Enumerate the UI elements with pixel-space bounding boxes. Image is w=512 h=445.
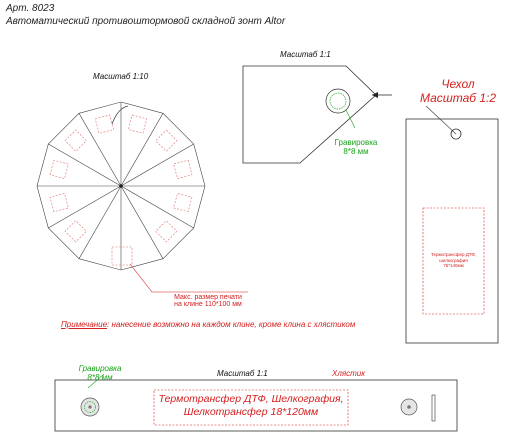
- umbrella-rib: [121, 186, 163, 259]
- article-number: Арт. 8023: [6, 3, 55, 14]
- umbrella-scale-label: Масштаб 1:10: [93, 72, 149, 81]
- cover-title-line1: Чехол: [441, 77, 475, 91]
- print-leader-line: [130, 264, 248, 292]
- engraving-circle-outer: [326, 89, 350, 113]
- print-note-line1: Макс. размер печати: [174, 294, 242, 301]
- strap-button-dot: [88, 405, 91, 408]
- umbrella-top-view: [37, 102, 248, 292]
- product-title: Автоматический противоштормовой складной зонт Altor: [6, 16, 286, 27]
- strap-snap-dot: [407, 405, 411, 409]
- note-text: : нанесение возможно на каждом клине, кроме клина с хлястиком: [107, 320, 356, 329]
- umbrella-rib: [48, 186, 121, 228]
- panel-print-area: [50, 193, 68, 211]
- cover-print-line1: Термотрансфер ДТФ,: [430, 252, 477, 257]
- strap-engraving-label: [71, 364, 129, 382]
- print-note-line2: на клине 110*100 мм: [174, 301, 242, 308]
- panel-print-area: [65, 130, 86, 151]
- umbrella-center: [119, 184, 123, 188]
- engraving-circle-inner: [330, 93, 346, 109]
- panel-print-area: [50, 160, 68, 178]
- note-label: Примечание: [61, 320, 108, 329]
- engraving-leader-line: [346, 110, 355, 128]
- strap-print-line1: Термотрансфер ДТФ, Шелкография,: [158, 393, 344, 405]
- panel-print-area: [65, 221, 86, 242]
- panel-print-area: [156, 130, 177, 151]
- umbrella-tip-hook: [112, 106, 128, 124]
- tip-engraving-label: [328, 138, 384, 156]
- strap-scale-label: Масштаб 1:1: [217, 369, 268, 378]
- cover-print-line3: 75*140мм: [443, 263, 464, 268]
- cover-title: [404, 77, 512, 105]
- tip-scale-label: Масштаб 1:1: [280, 50, 331, 59]
- cover-title-line2: Масштаб 1:2: [419, 91, 497, 105]
- cover-leader-line: [426, 106, 456, 134]
- cover-print-line2: шелкография: [439, 257, 468, 263]
- umbrella-rib: [121, 144, 194, 186]
- umbrella-rib: [121, 113, 163, 186]
- panel-print-area: [128, 115, 146, 133]
- cover-view: [406, 106, 498, 343]
- cover-print-label: [423, 252, 484, 269]
- strap-engraving-line2: 8*8 мм: [87, 373, 113, 382]
- strap-print-label: [154, 393, 348, 419]
- strap-name: Хлястик: [332, 369, 366, 378]
- panel-print-area: [95, 115, 113, 133]
- panel-print-area: [156, 221, 177, 242]
- tip-engraving-line2: 8*8 мм: [343, 147, 369, 156]
- strap-print-line2: Шелкотрансфер 18*120мм: [183, 406, 319, 418]
- panel-print-area: [174, 193, 192, 211]
- panel-print-area: [174, 160, 192, 178]
- pointer-arrow: [372, 92, 378, 98]
- print-note: [160, 294, 256, 308]
- note: [61, 320, 355, 329]
- max-print-area: [112, 247, 132, 265]
- strap-end-slot: [432, 395, 435, 421]
- umbrella-rib: [79, 186, 121, 259]
- umbrella-rib: [48, 144, 121, 186]
- strap-engraving-line1: Гравировка: [78, 364, 122, 373]
- tip-engraving-line1: Гравировка: [334, 138, 378, 147]
- umbrella-rib: [121, 186, 194, 228]
- umbrella-rib: [79, 113, 121, 186]
